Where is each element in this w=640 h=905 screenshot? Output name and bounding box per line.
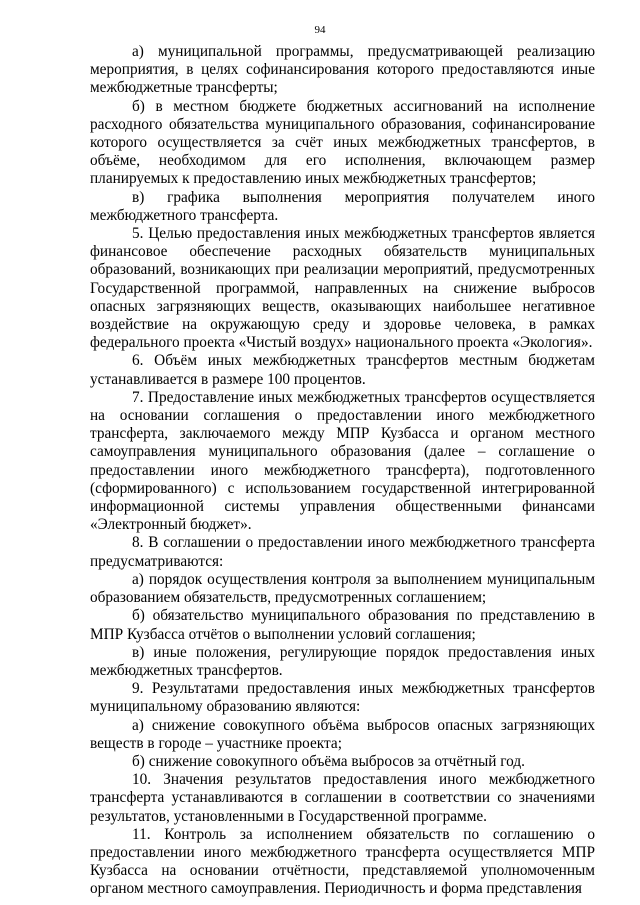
paragraph-10: 10. Значения результатов предоставления иного межбюджетного трансферта устанавливаются в соглашении в соответствии со значениями результатов, установленными в Государственной программе. [90, 771, 595, 825]
paragraph-8: 8. В соглашении о предоставлении иного межбюджетного трансферта предусматриваются: [90, 534, 595, 570]
paragraph-4a: а) муниципальной программы, предусматривающей реализацию мероприятия, в целях софинансирования которого предоставляются иные межбюджетные трансферты; [90, 43, 595, 97]
paragraph-4c: в) графика выполнения мероприятия получателем иного межбюджетного трансферта. [90, 188, 595, 224]
document-body [90, 43, 595, 899]
paragraph-11: 11. Контроль за исполнением обязательств по соглашению о предоставлении иного межбюджетного трансферта осуществляется МПР Кузбасса на основании отчётности, представляемой уполномоченным органом местного самоуправления. Периодичность и форма представления [90, 825, 595, 898]
paragraph-8c: в) иные положения, регулирующие порядок предоставления иных межбюджетных трансфертов. [90, 643, 595, 679]
paragraph-7: 7. Предоставление иных межбюджетных трансфертов осуществляется на основании соглашения о предоставлении иного межбюджетного трансферта, заключаемого между МПР Кузбасса и органом местного самоуправления муниципального образования (далее – соглашение о предоставлении иного межбюджетного трансферта), подготовленного (сформированного) с использованием государственной интегрированной информационной системы управления общественными финансами «Электронный бюджет». [90, 388, 595, 534]
paragraph-8b: б) обязательство муниципального образования по представлению в МПР Кузбасса отчётов о выполнении условий соглашения; [90, 607, 595, 643]
paragraph-8a: а) порядок осуществления контроля за выполнением муниципальным образованием обязательств, предусмотренных соглашением; [90, 570, 595, 607]
paragraph-9b: б) снижение совокупного объёма выбросов за отчётный год. [132, 752, 525, 770]
page-number: 94 [314, 24, 326, 36]
paragraph-5: 5. Целью предоставления иных межбюджетных трансфертов является финансовое обеспечение расходных обязательств муниципальных образований, возникающих при реализации мероприятий, предусмотренных Государственной программой, направленных на снижение выбросов опасных загрязняющих веществ, оказывающих наибольшее негативное воздействие на окружающую среду и здоровье человека, в рамках федерального проекта «Чистый воздух» национального проекта «Экология». [90, 225, 595, 352]
paragraph-9: 9. Результатами предоставления иных межбюджетных трансфертов муниципальному образованию являются: [90, 680, 595, 716]
paragraph-9a: а) снижение совокупного объёма выбросов опасных загрязняющих веществ в городе – участнике проекта; [90, 716, 595, 752]
paragraph-4b: б) в местном бюджете бюджетных ассигнований на исполнение расходного обязательства муниципального образования, софинансирование которого осуществляется за счёт иных межбюджетных трансфертов, в объёме, необходимом для его исполнения, включающем размер планируемых к предоставлению иных межбюджетных трансфертов; [90, 97, 595, 188]
paragraph-6: 6. Объём иных межбюджетных трансфертов местным бюджетам устанавливается в размере 100 процентов. [90, 352, 595, 388]
